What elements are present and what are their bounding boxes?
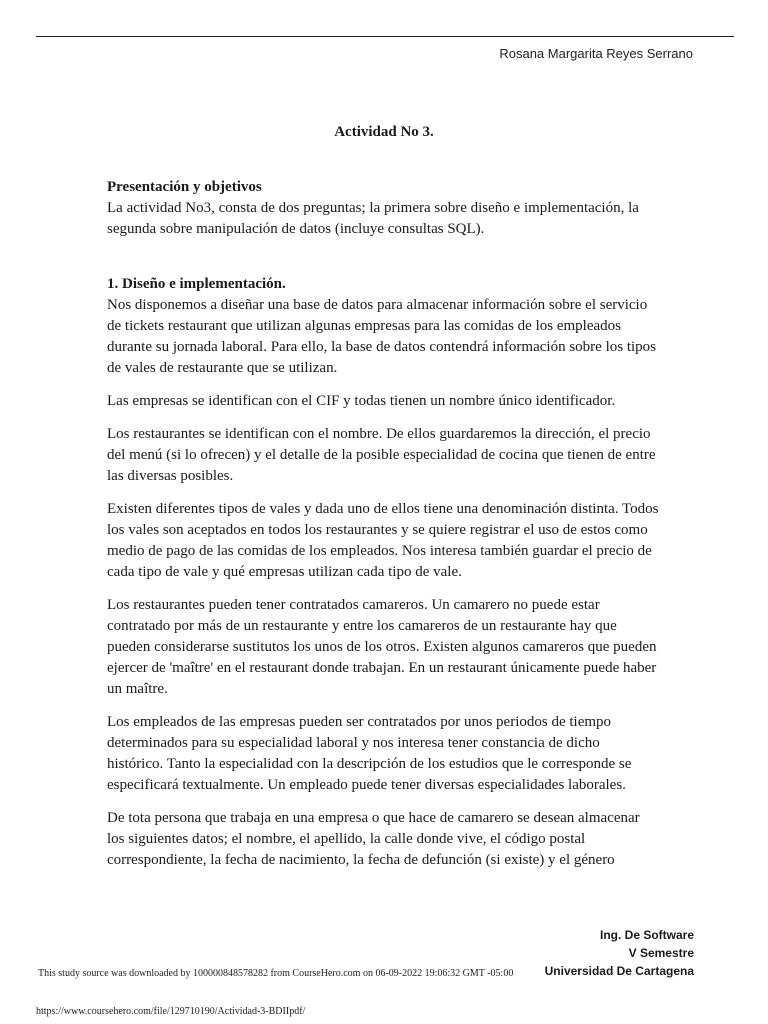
footer-institution <box>545 926 694 980</box>
download-note: This study source was downloaded by 100000848578282 from CourseHero.com on 06-09-2022 19:06:32 GMT -05:00 <box>38 968 514 979</box>
paragraph: Los empleados de las empresas pueden ser contratados por unos periodos de tiempo determinados para su especialidad laboral y nos interesa tener constancia de dicho histórico. Tanto la especialidad con la descripción de los estudios que le corresponde se especificará textualmente. Un empleado puede tener diversas especialidades laborales. <box>107 714 632 793</box>
paragraph: Nos disponemos a diseñar una base de datos para almacenar información sobre el servicio de tickets restaurant que utilizan algunas empresas para las comidas de los empleados durante su jornada laboral. Para ello, la base de datos contendrá información sobre los tipos de vales de restaurante que se utilizan. <box>107 297 656 376</box>
paragraph: Las empresas se identifican con el CIF y todas tienen un nombre único identificador. <box>107 393 616 409</box>
paragraph: De tota persona que trabaja en una empresa o que hace de camarero se desean almacenar los siguientes datos; el nombre, el apellido, la calle donde vive, el código postal correspondiente, la fecha de nacimiento, la fecha de defunción (si existe) y el género <box>107 810 640 868</box>
source-url: https://www.coursehero.com/file/129710190/Actividad-3-BDIIpdf/ <box>36 1006 306 1017</box>
document-body <box>107 177 659 883</box>
paragraph: Existen diferentes tipos de vales y dada uno de ellos tiene una denominación distinta. Todos los vales son aceptados en todos los restaurantes y se quiere registrar el uso de estos como medio de pago de las comidas de los empleados. Nos interesa también guardar el precio de cada tipo de vale y qué empresas utilizan cada tipo de vale. <box>107 501 659 580</box>
footer-semester: V Semestre <box>628 946 694 960</box>
presentation-section <box>107 177 659 240</box>
header-rule <box>36 36 734 37</box>
footer-university: Universidad De Cartagena <box>544 964 694 978</box>
paragraph: Los restaurantes se identifican con el nombre. De ellos guardaremos la dirección, el precio del menú (si lo ofrecen) y el detalle de la posible especialidad de cocina que tienen de entre las diversas posibles. <box>107 426 656 484</box>
paragraph: Los restaurantes pueden tener contratados camareros. Un camarero no puede estar contratado por más de un restaurante y entre los camareros de un restaurante hay que pueden considerarse sustitutos los unos de los otros. Existen algunos camareros que pueden ejercer de 'maître' en el restaurant donde trabajan. En un restaurant únicamente puede haber un maître. <box>107 597 657 697</box>
header-author: Rosana Margarita Reyes Serrano <box>499 46 693 61</box>
section1-heading: 1. Diseño e implementación. <box>107 276 286 292</box>
presentation-heading: Presentación y objetivos <box>107 179 262 195</box>
footer-program: Ing. De Software <box>599 928 694 942</box>
document-title: Actividad No 3. <box>334 124 434 140</box>
design-section <box>107 274 659 871</box>
presentation-text: La actividad No3, consta de dos preguntas; la primera sobre diseño e implementación, la segunda sobre manipulación de datos (incluye consultas SQL). <box>107 200 639 237</box>
